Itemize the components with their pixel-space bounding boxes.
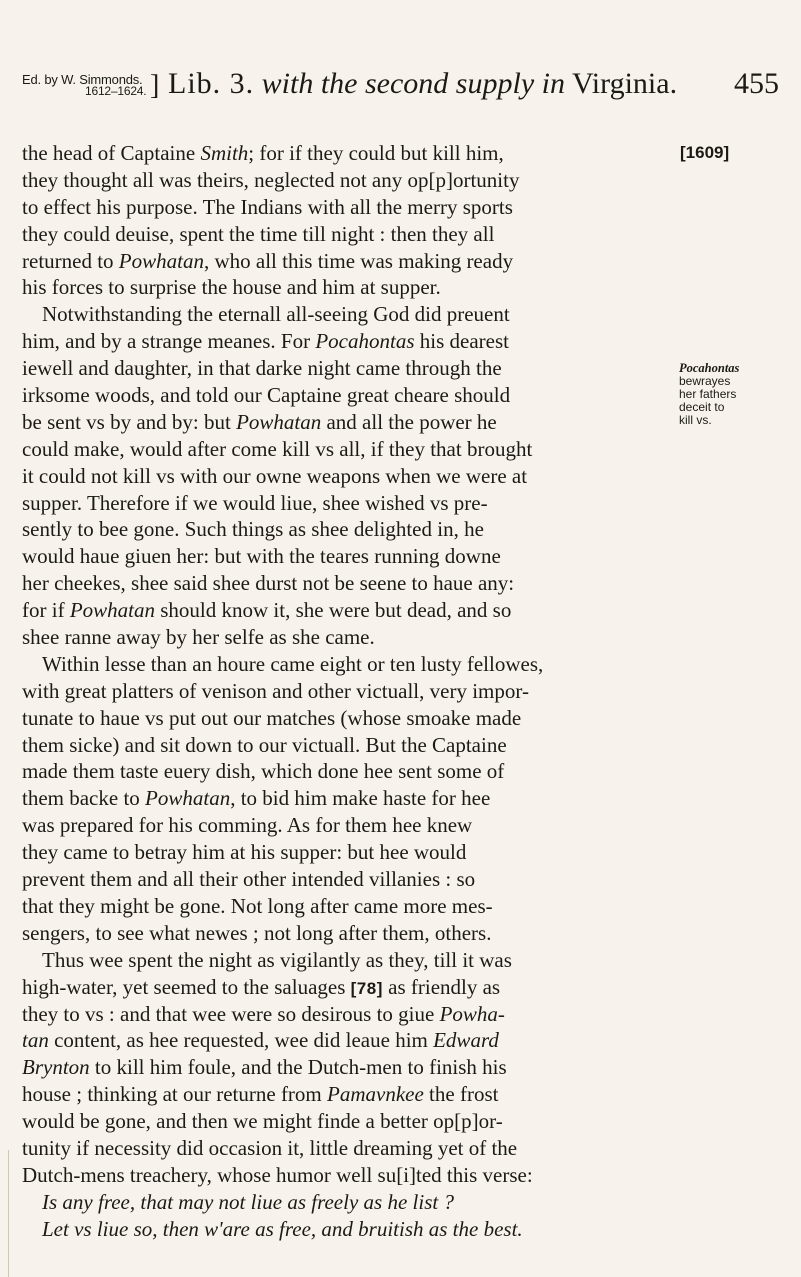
text-line: for if Powhatan should know it, she were but dead, and so bbox=[22, 598, 512, 623]
title-roman: Virginia. bbox=[571, 67, 678, 100]
editor-credit bbox=[22, 72, 147, 98]
title-italic: with the second supply in bbox=[261, 67, 565, 100]
text-line: tunity if necessity did occasion it, little dreaming yet of the bbox=[22, 1135, 518, 1160]
text-line: it could not kill vs with our owne weapons when we were at bbox=[22, 463, 528, 488]
margin-year: [1609] bbox=[680, 143, 730, 162]
text-line: be sent vs by and by: but Powhatan and all the power he bbox=[22, 409, 497, 434]
text-line: Notwithstanding the eternall all-seeing God did preuent bbox=[42, 302, 510, 327]
verse-line: Is any free, that may not liue as freely as he list ? bbox=[42, 1189, 454, 1214]
text-line: iewell and daughter, in that darke night came through the bbox=[22, 356, 502, 381]
text-line: to effect his purpose. The Indians with all the merry sports bbox=[22, 194, 513, 219]
text-line: tunate to haue vs put out our matches (whose smoake made bbox=[22, 705, 522, 730]
text-line: with great platters of venison and other victuall, very impor- bbox=[22, 678, 529, 703]
text-line: them sicke) and sit down to our victuall. But the Captaine bbox=[22, 732, 507, 757]
text-line: would haue giuen her: but with the teares running downe bbox=[22, 544, 501, 569]
editor-dates: 1612–1624. bbox=[85, 84, 147, 98]
text-line: they thought all was theirs, neglected not any op[p]ortunity bbox=[22, 167, 520, 192]
text-line: the head of Captaine Smith; for if they could but kill him, bbox=[22, 141, 504, 165]
text-line: returned to Powhatan, who all this time was making ready bbox=[22, 248, 514, 273]
running-title bbox=[168, 64, 677, 104]
original-page-ref: [78] bbox=[350, 978, 383, 998]
side-note-line: bewrayes bbox=[679, 374, 731, 388]
text-line: Brynton to kill him foule, and the Dutch-men to finish his bbox=[22, 1055, 507, 1080]
side-note-heading: Pocahontas bbox=[679, 361, 740, 375]
text-line: was prepared for his comming. As for them hee knew bbox=[22, 813, 473, 838]
text-line: Thus wee spent the night as vigilantly as they, till it was bbox=[42, 947, 512, 972]
verse-line: Let vs liue so, then w'are as free, and bruitish as the best. bbox=[42, 1216, 523, 1241]
text-line: could make, would after come kill vs all, if they that brought bbox=[22, 436, 533, 461]
text-line: them backe to Powhatan, to bid him make haste for hee bbox=[22, 786, 491, 811]
text-line: they could deuise, spent the time till night : then they all bbox=[22, 221, 495, 246]
text-line: his forces to surprise the house and him at supper. bbox=[22, 275, 441, 300]
text-line: shee ranne away by her selfe as she came. bbox=[22, 625, 375, 650]
text-line: sently to bee gone. Such things as shee delighted in, he bbox=[22, 517, 484, 542]
side-note-line: deceit to bbox=[679, 400, 725, 414]
text-line: that they might be gone. Not long after came more mes- bbox=[22, 893, 493, 918]
text-line: her cheekes, shee said shee durst not be seene to haue any: bbox=[22, 571, 515, 596]
text-line: would be gone, and then we might finde a better op[p]or- bbox=[22, 1109, 503, 1134]
side-note-line: kill vs. bbox=[679, 413, 712, 427]
body-text bbox=[22, 140, 640, 1243]
text-line: they to vs : and that wee were so desirous to giue Powha- bbox=[22, 1001, 505, 1026]
text-line: irksome woods, and told our Captaine great cheare should bbox=[22, 383, 511, 408]
side-note bbox=[679, 362, 779, 427]
text-line: him, and by a strange meanes. For Pocahontas his dearest bbox=[22, 329, 509, 354]
text-line: they came to betray him at his supper: but hee would bbox=[22, 840, 467, 865]
text-line: made them taste euery dish, which done hee sent some of bbox=[22, 759, 505, 784]
editor-name: Ed. by W. Simmonds. bbox=[22, 72, 143, 87]
text-line: tan content, as hee requested, wee did leaue him Edward bbox=[22, 1028, 499, 1053]
text-line: prevent them and all their other intended villanies : so bbox=[22, 867, 476, 892]
text-line: house ; thinking at our returne from Pamavnkee the frost bbox=[22, 1082, 499, 1107]
book-number: Lib. 3. bbox=[168, 67, 255, 100]
text-line: Dutch-mens treachery, whose humor well su[i]ted this verse: bbox=[22, 1162, 533, 1187]
page-number: 455 bbox=[734, 67, 779, 100]
side-note-line: her fathers bbox=[679, 387, 737, 401]
text-line: Within lesse than an houre came eight or ten lusty fellowes, bbox=[42, 651, 544, 676]
text-line: sengers, to see what newes ; not long after them, others. bbox=[22, 920, 492, 945]
text-line: supper. Therefore if we would liue, shee wished vs pre- bbox=[22, 490, 488, 515]
page-edge-rule bbox=[8, 1150, 9, 1277]
header-bracket: ] bbox=[150, 70, 160, 101]
running-head bbox=[22, 62, 781, 112]
text-line: high-water, yet seemed to the saluages [78] as friendly as bbox=[22, 974, 501, 999]
